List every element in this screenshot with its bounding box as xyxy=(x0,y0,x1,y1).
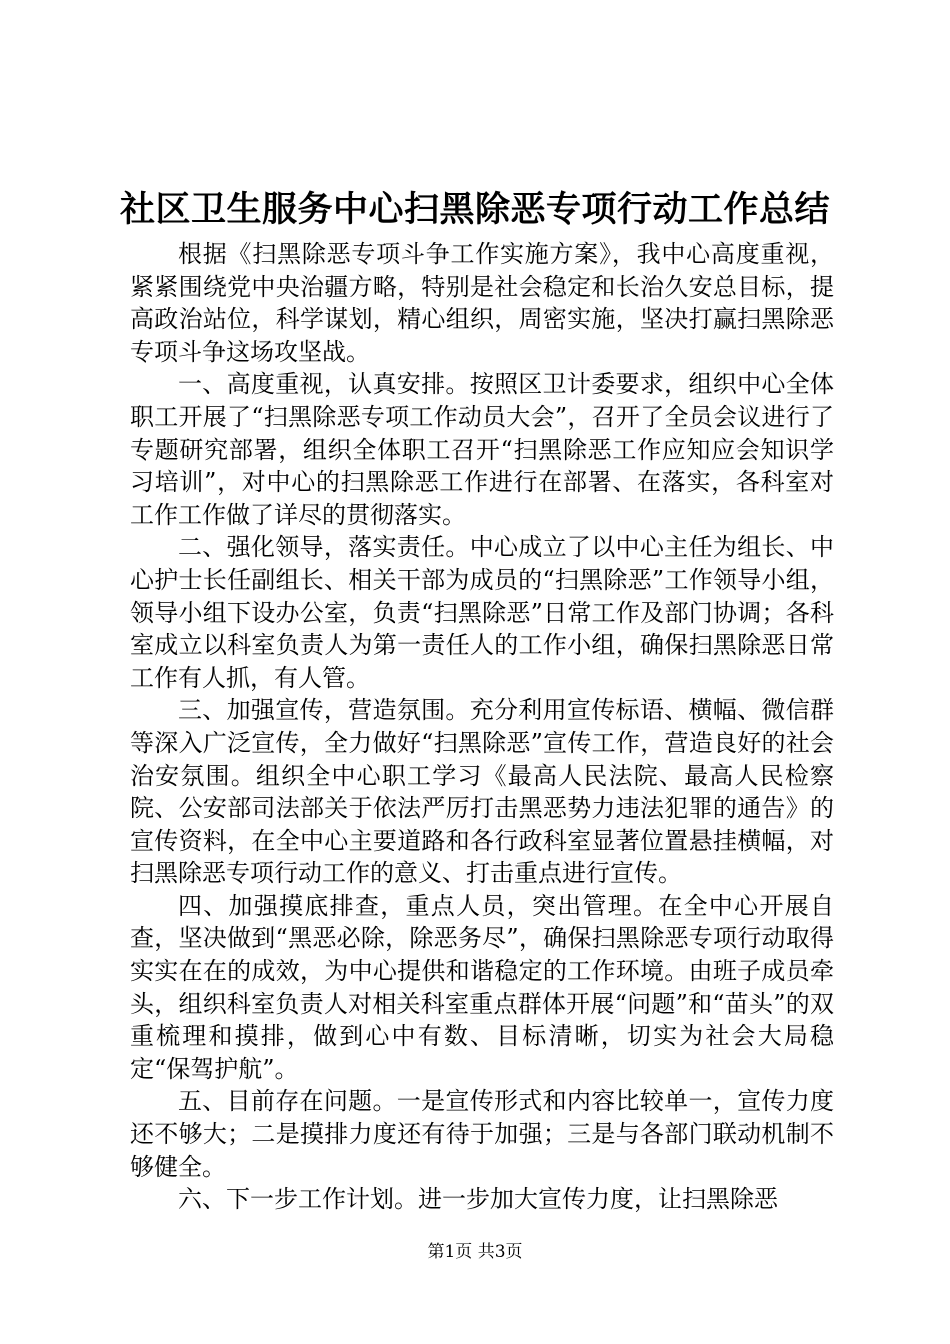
document-body xyxy=(130,238,834,1216)
document-title: 社区卫生服务中心扫黑除恶专项行动工作总结 xyxy=(119,189,830,230)
paragraph-section-2: 二、强化领导，落实责任。中心成立了以中心主任为组长、中心护士长任副组长、相关干部为成员的“扫黑除恶”工作领导小组，领导小组下设办公室，负责“扫黑除恶”日常工作及部门协调；各科室成立以科室负责人为第一责任人的工作小组，确保扫黑除恶日常工作有人抓，有人管。 xyxy=(130,533,834,692)
paragraph-intro: 根据《扫黑除恶专项斗争工作实施方案》，我中心高度重视，紧紧围绕党中央治疆方略，特别是社会稳定和长治久安总目标，提高政治站位，科学谋划，精心组织，周密实施，坚决打赢扫黑除恶专项斗争这场攻坚战。 xyxy=(130,240,834,366)
page-footer xyxy=(0,1240,950,1264)
paragraph-section-6: 六、下一步工作计划。进一步加大宣传力度，让扫黑除恶 xyxy=(178,1185,778,1214)
paragraph-section-5: 五、目前存在问题。一是宣传形式和内容比较单一，宣传力度还不够大；二是摸排力度还有待于加强；三是与各部门联动机制不够健全。 xyxy=(130,1087,834,1181)
paragraph-section-1: 一、高度重视，认真安排。按照区卫计委要求，组织中心全体职工开展了“扫黑除恶专项工作动员大会”，召开了全员会议进行了专题研究部署，组织全体职工召开“扫黑除恶工作应知应会知识学习培训”，对中心的扫黑除恶工作进行在部署、在落实，各科室对工作工作做了详尽的贯彻落实。 xyxy=(130,370,834,529)
page-number-indicator: 第1页 共3页 xyxy=(427,1242,523,1262)
paragraph-section-4: 四、加强摸底排查，重点人员，突出管理。在全中心开展自查，坚决做到“黑恶必除，除恶务尽”，确保扫黑除恶专项行动取得实实在在的成效，为中心提供和谐稳定的工作环境。由班子成员牵头，组织科室负责人对相关科室重点群体开展“问题”和“苗头”的双重梳理和摸排，做到心中有数、目标清晰，切实为社会大局稳定“保驾护航”。 xyxy=(130,891,834,1083)
paragraph-section-3: 三、加强宣传，营造氛围。充分利用宣传标语、横幅、微信群等深入广泛宣传，全力做好“扫黑除恶”宣传工作，营造良好的社会治安氛围。组织全中心职工学习《最高人民法院、最高人民检察院、公安部司法部关于依法严厉打击黑恶势力违法犯罪的通告》的宣传资料，在全中心主要道路和各行政科室显著位置悬挂横幅，对扫黑除恶专项行动工作的意义、打击重点进行宣传。 xyxy=(130,696,834,888)
